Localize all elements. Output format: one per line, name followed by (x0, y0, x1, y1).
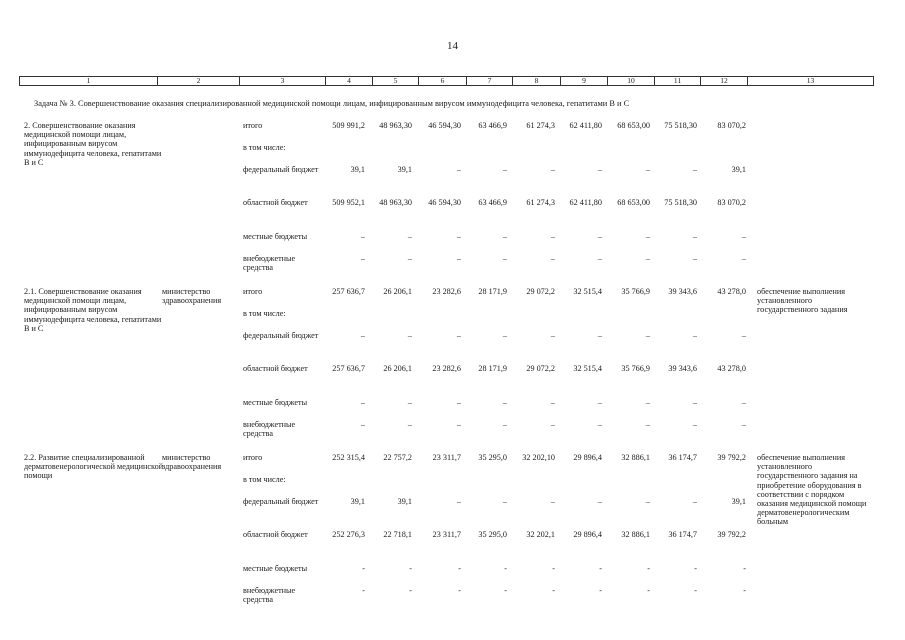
funding-value: - (458, 564, 461, 573)
funding-value: 39,1 (731, 497, 746, 506)
funding-value: - (552, 586, 555, 595)
funding-value: 257 636,7 (332, 364, 365, 373)
funding-value: – (597, 398, 602, 407)
funding-value: – (692, 165, 697, 174)
funding-value: – (741, 232, 746, 241)
funding-source-label: областной бюджет (243, 530, 308, 539)
funding-value: 61 274,3 (526, 198, 555, 207)
funding-value: 26 206,1 (383, 364, 412, 373)
funding-value: 46 594,30 (428, 121, 461, 130)
funding-value: 39 792,2 (717, 530, 746, 539)
funding-value: 29 896,4 (573, 453, 602, 462)
funding-value: – (741, 398, 746, 407)
funding-value: - (743, 586, 746, 595)
funding-value: - (409, 564, 412, 573)
funding-value: 62 411,80 (569, 198, 602, 207)
funding-value: – (502, 254, 507, 263)
column-number-header (19, 76, 874, 86)
funding-source-label: внебюджетные средства (243, 420, 296, 439)
funding-value: – (502, 497, 507, 506)
funding-value: – (597, 331, 602, 340)
funding-source-label: федеральный бюджет (243, 497, 319, 506)
funding-value: – (692, 497, 697, 506)
funding-value: – (692, 331, 697, 340)
funding-value: - (647, 586, 650, 595)
funding-value: – (407, 398, 412, 407)
funding-value: – (456, 254, 461, 263)
funding-value: 23 311,7 (432, 453, 461, 462)
funding-source-label: в том числе: (243, 143, 286, 152)
funding-value: - (599, 564, 602, 573)
item-result: обеспечение выполнения установленного государственного задания на приобретение оборудования в соответствии с порядком оказания медицинской помощи дерматовенерологическим больным (757, 453, 867, 527)
funding-value: 68 653,00 (617, 198, 650, 207)
funding-value: - (458, 586, 461, 595)
funding-value: 39,1 (731, 165, 746, 174)
col-header-10: 10 (608, 77, 655, 85)
funding-value: – (502, 420, 507, 429)
funding-value: - (599, 586, 602, 595)
funding-value: – (597, 254, 602, 263)
funding-source-label: итого (243, 287, 263, 296)
funding-value: – (645, 420, 650, 429)
col-header-2: 2 (158, 77, 240, 85)
funding-source-label: местные бюджеты (243, 232, 308, 241)
col-header-12: 12 (701, 77, 748, 85)
funding-value: - (362, 564, 365, 573)
funding-value: 23 311,7 (432, 530, 461, 539)
funding-value: – (550, 254, 555, 263)
funding-value: 29 072,2 (526, 287, 555, 296)
funding-value: – (597, 497, 602, 506)
funding-value: – (456, 165, 461, 174)
funding-value: 257 636,7 (332, 287, 365, 296)
funding-value: 28 171,9 (478, 364, 507, 373)
col-header-7: 7 (467, 77, 513, 85)
funding-value: – (407, 331, 412, 340)
funding-value: - (743, 564, 746, 573)
funding-value: – (645, 254, 650, 263)
funding-value: 39 792,2 (717, 453, 746, 462)
funding-value: 35 766,9 (621, 287, 650, 296)
funding-value: 62 411,80 (569, 121, 602, 130)
page-number: 14 (447, 40, 458, 52)
funding-value: 75 518,30 (664, 198, 697, 207)
funding-value: – (456, 398, 461, 407)
funding-value: 39,1 (397, 497, 412, 506)
funding-value: 48 963,30 (379, 121, 412, 130)
funding-value: 509 952,1 (332, 198, 365, 207)
funding-value: 22 757,2 (383, 453, 412, 462)
funding-value: 23 282,6 (432, 364, 461, 373)
funding-value: 75 518,30 (664, 121, 697, 130)
funding-value: 29 896,4 (573, 530, 602, 539)
funding-source-label: областной бюджет (243, 198, 308, 207)
funding-value: – (456, 232, 461, 241)
funding-value: 48 963,30 (379, 198, 412, 207)
funding-value: 35 766,9 (621, 364, 650, 373)
funding-source-label: итого (243, 121, 263, 130)
col-header-8: 8 (513, 77, 561, 85)
funding-value: – (692, 232, 697, 241)
funding-value: 61 274,3 (526, 121, 555, 130)
funding-value: 83 070,2 (717, 121, 746, 130)
funding-value: - (504, 564, 507, 573)
funding-source-label: федеральный бюджет (243, 165, 319, 174)
funding-source-label: итого (243, 453, 263, 462)
funding-value: - (694, 564, 697, 573)
funding-value: – (407, 232, 412, 241)
funding-value: – (360, 331, 365, 340)
funding-value: – (692, 254, 697, 263)
funding-value: – (360, 420, 365, 429)
funding-value: – (597, 420, 602, 429)
col-header-5: 5 (373, 77, 419, 85)
funding-value: 39,1 (350, 497, 365, 506)
col-header-11: 11 (655, 77, 701, 85)
item-executor: министерство здравоохранения (162, 453, 222, 472)
col-header-9: 9 (561, 77, 608, 85)
funding-value: – (645, 331, 650, 340)
funding-value: – (456, 331, 461, 340)
funding-value: – (645, 165, 650, 174)
funding-value: 68 653,00 (617, 121, 650, 130)
funding-value: 252 276,3 (332, 530, 365, 539)
funding-source-label: внебюджетные средства (243, 254, 296, 273)
funding-value: 29 072,2 (526, 364, 555, 373)
funding-value: 36 174,7 (668, 453, 697, 462)
funding-value: – (502, 398, 507, 407)
funding-value: – (550, 232, 555, 241)
funding-source-label: внебюджетные средства (243, 586, 296, 605)
funding-value: 509 991,2 (332, 121, 365, 130)
funding-value: – (645, 398, 650, 407)
funding-value: - (409, 586, 412, 595)
item-title: 2.2. Развитие специализированной дерматовенерологической медицинской помощи (24, 453, 164, 481)
funding-value: 28 171,9 (478, 287, 507, 296)
funding-value: 63 466,9 (478, 121, 507, 130)
funding-source-label: в том числе: (243, 475, 286, 484)
funding-value: 83 070,2 (717, 198, 746, 207)
funding-value: – (550, 398, 555, 407)
funding-value: 22 718,1 (383, 530, 412, 539)
funding-source-label: местные бюджеты (243, 398, 308, 407)
funding-value: – (550, 165, 555, 174)
funding-value: – (407, 254, 412, 263)
funding-value: – (407, 420, 412, 429)
funding-value: 36 174,7 (668, 530, 697, 539)
funding-value: 39,1 (350, 165, 365, 174)
funding-value: - (694, 586, 697, 595)
col-header-4: 4 (326, 77, 373, 85)
item-title: 2. Совершенствование оказания медицинской помощи лицам, инфицированным вирусом иммунодефицита человека, гепатитами В и С (24, 121, 162, 167)
funding-value: – (645, 497, 650, 506)
funding-value: – (550, 497, 555, 506)
funding-value: 32 886,1 (621, 530, 650, 539)
funding-value: – (741, 420, 746, 429)
funding-value: – (597, 165, 602, 174)
funding-value: 43 278,0 (717, 364, 746, 373)
funding-value: 32 515,4 (573, 287, 602, 296)
funding-value: – (502, 331, 507, 340)
funding-source-label: областной бюджет (243, 364, 308, 373)
funding-value: – (692, 420, 697, 429)
funding-value: 252 315,4 (332, 453, 365, 462)
col-header-13: 13 (806, 76, 815, 85)
funding-value: 39 343,6 (668, 364, 697, 373)
funding-value: – (741, 331, 746, 340)
item-executor: министерство здравоохранения (162, 287, 222, 306)
funding-value: – (597, 232, 602, 241)
item-result: обеспечение выполнения установленного государственного задания (757, 287, 848, 315)
funding-value: – (360, 254, 365, 263)
funding-value: – (645, 232, 650, 241)
funding-source-label: в том числе: (243, 309, 286, 318)
funding-value: 63 466,9 (478, 198, 507, 207)
funding-value: 39 343,6 (668, 287, 697, 296)
funding-value: 35 295,0 (478, 530, 507, 539)
col-header-6: 6 (419, 77, 467, 85)
col-header-1: 1 (20, 77, 158, 85)
funding-value: – (456, 497, 461, 506)
funding-value: 32 886,1 (621, 453, 650, 462)
funding-value: – (741, 254, 746, 263)
funding-value: 46 594,30 (428, 198, 461, 207)
funding-value: – (456, 420, 461, 429)
funding-value: – (550, 331, 555, 340)
funding-value: 35 295,0 (478, 453, 507, 462)
funding-value: 32 202,10 (522, 453, 555, 462)
funding-value: – (360, 232, 365, 241)
funding-value: – (502, 232, 507, 241)
funding-value: 32 515,4 (573, 364, 602, 373)
funding-value: 39,1 (397, 165, 412, 174)
task-heading: Задача № 3. Совершенствование оказания специализированной медицинской помощи лицам, инфицированным вирусом иммунодефицита человека, гепатитами В и С (34, 99, 630, 108)
item-title: 2.1. Совершенствование оказания медицинской помощи лицам, инфицированным вирусом иммунодефицита человека, гепатитами В и С (24, 287, 162, 333)
funding-value: 26 206,1 (383, 287, 412, 296)
funding-value: – (692, 398, 697, 407)
funding-value: - (504, 586, 507, 595)
funding-value: – (502, 165, 507, 174)
funding-value: - (647, 564, 650, 573)
funding-value: 32 202,1 (526, 530, 555, 539)
funding-source-label: федеральный бюджет (243, 331, 319, 340)
funding-value: - (552, 564, 555, 573)
funding-value: 43 278,0 (717, 287, 746, 296)
funding-value: – (550, 420, 555, 429)
funding-value: - (362, 586, 365, 595)
funding-value: – (360, 398, 365, 407)
funding-value: 23 282,6 (432, 287, 461, 296)
funding-source-label: местные бюджеты (243, 564, 308, 573)
col-header-3: 3 (240, 77, 326, 85)
